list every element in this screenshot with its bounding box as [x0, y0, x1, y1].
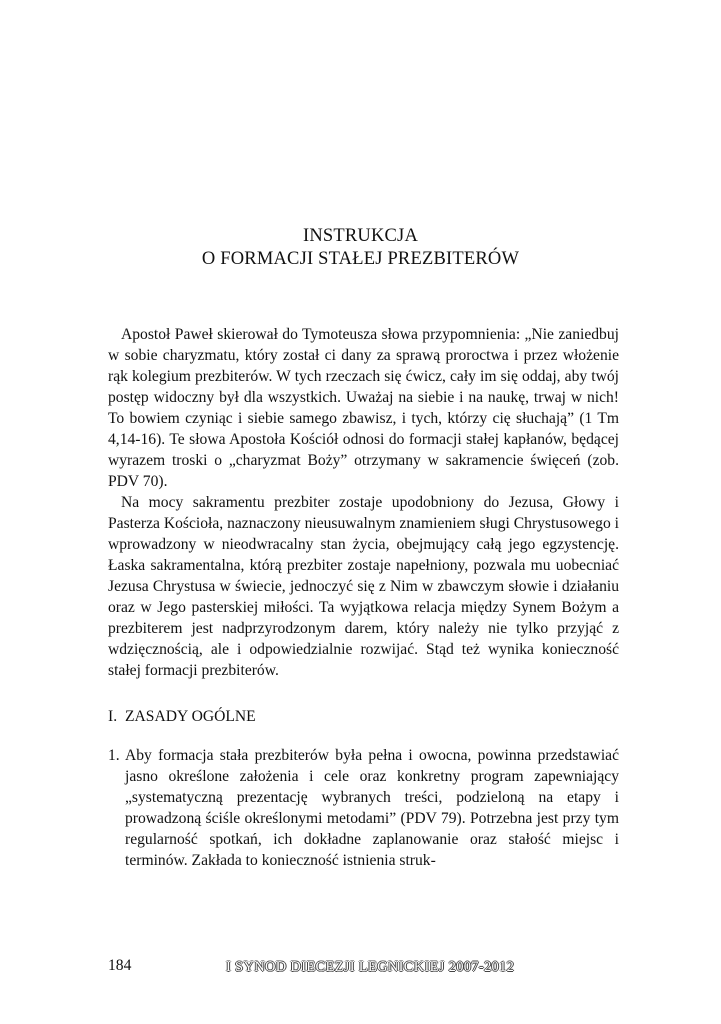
document-title-line-1: INSTRUKCJA	[302, 226, 419, 246]
section-title: ZASADY OGÓLNE	[125, 708, 256, 725]
list-item	[108, 745, 619, 871]
intro-paragraph-1: Apostoł Paweł skierował do Tymoteusza słowa przypomnienia: „Nie zaniedbuj w sobie charyzmatu, który został ci dany za sprawą proroctwa i przez włożenie rąk kolegium prezbiterów. W tych rzeczach się ćwicz, cały im się oddaj, aby twój postęp widoczny był dla wszystkich. Uważaj na siebie i na naukę, trwaj w nich! To bowiem czyniąc i siebie samego zbawisz, i tych, którzy cię słuchają” (1 Tm 4,14-16). Te słowa Apostoła Kościół odnosi do formacji stałej kapłanów, będącej wyrazem troski o „charyzmat Boży” otrzymany w sakramencie święceń (zob. PDV 70).	[108, 326, 619, 490]
intro-paragraph-2: Na mocy sakramentu prezbiter zostaje upodobniony do Jezusa, Głowy i Pasterza Kościoła, naznaczony nieusuwalnym znamieniem sługi Chrystusowego i wprowadzony w nieodwracalny stan życia, obejmujący całą jego egzystencję. Łaska sakramentalna, którą prezbiter zostaje napełniony, pozwala mu uobecniać Jezusa Chrystusa w świecie, jednoczyć się z Nim w zbawczym słowie i działaniu oraz w Jego pasterskiej miłości. Ta wyjątkowa relacja między Synem Bożym a prezbiterem jest nadprzyrodzonym darem, który należy nie tylko przyjąć z wdzięcznością, ale i odpowiedzialnie rozwijać. Stąd też wynika konieczność stałej formacji prezbiterów.	[108, 494, 619, 679]
list-item-number: 1.	[108, 747, 120, 764]
publication-footer: I SYNOD DIECEZJI LEGNICKIEJ 2007-2012	[226, 959, 515, 975]
section-heading	[108, 706, 256, 727]
intro-section	[108, 324, 619, 681]
page-number: 184	[108, 957, 132, 974]
list-item-text: Aby formacja stała prezbiterów była pełna i owocna, powinna przedstawiać jasno określone założenia i cele oraz konkretny program zapewniający „systematyczną prezentację wybranych treści, podzieloną na etapy i prowadzoną ściśle określonymi metodami” (PDV 79). Potrzebna jest przy tym regularność spotkań, ich dokładne zaplanowanie oraz stałość miejsc i terminów. Zakłada to konieczność istnienia struk-	[125, 747, 619, 869]
document-title-line-2: O FORMACJI STAŁEJ PREZBITERÓW	[201, 249, 520, 269]
section-number: I.	[108, 708, 118, 725]
